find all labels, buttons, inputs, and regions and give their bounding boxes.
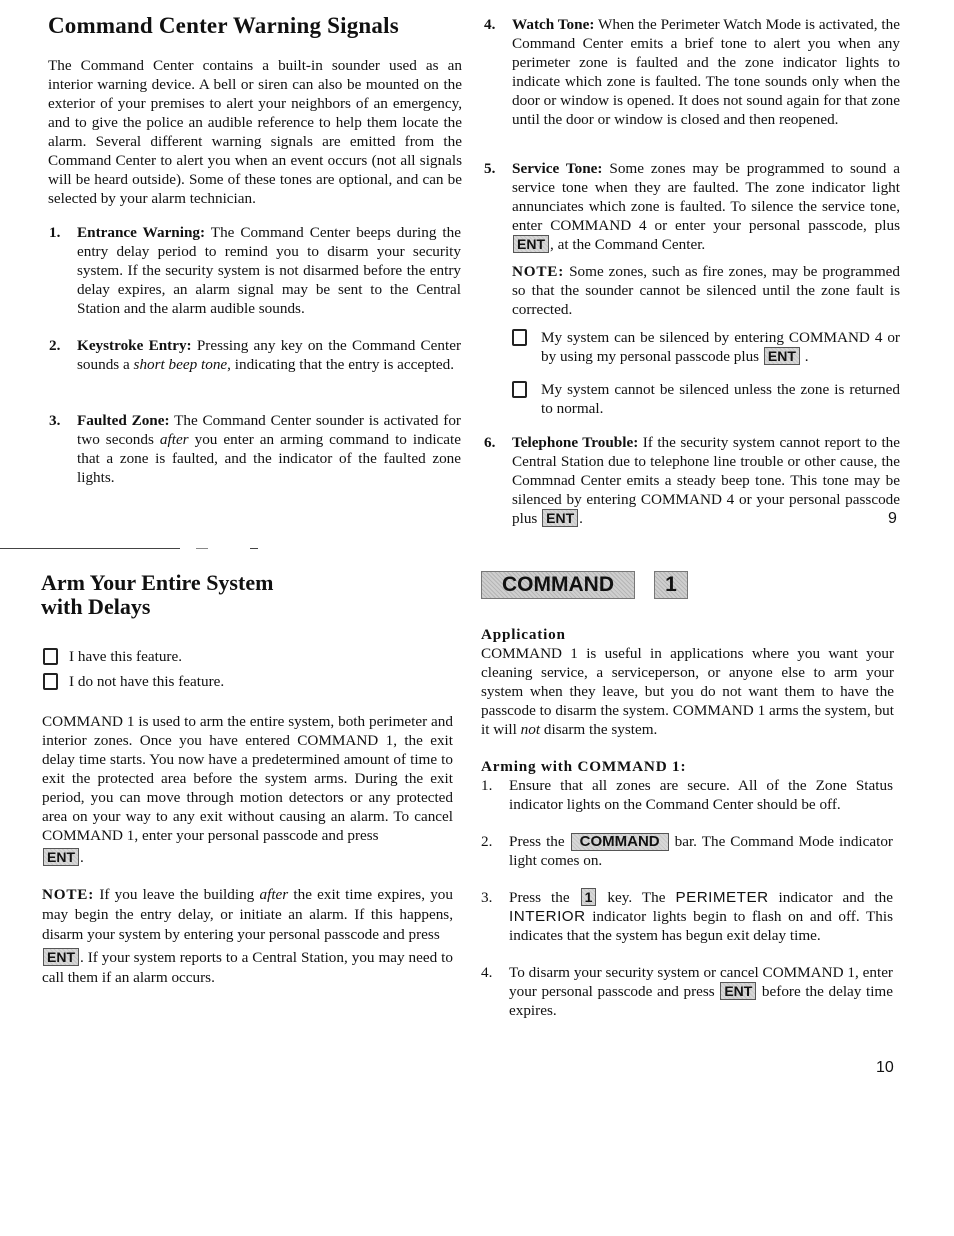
check-text: My system can be silenced by entering COMMAND 4 or by using my personal passcode plus [541, 329, 900, 365]
page-divider [0, 548, 180, 549]
ent-key: ENT [43, 948, 79, 966]
checkbox[interactable] [512, 329, 527, 346]
item-label: Watch Tone: [512, 16, 595, 33]
item-label: Entrance Warning: [77, 224, 206, 241]
check-text: My system cannot be silenced unless the zone is returned to normal. [541, 381, 900, 417]
description-end: . [80, 849, 84, 866]
application-text-end: disarm the system. [540, 721, 658, 738]
step-text-b: key. The [597, 889, 676, 906]
note-text-mid: the exit time expires, you may begin the entry delay, or initiate an alarm. If this happens, disarm your system by entering your personal passcode and press [42, 886, 453, 943]
warning-signals-title: Command Center Warning Signals [48, 13, 399, 38]
application-heading: Application [481, 626, 566, 643]
checkbox[interactable] [43, 648, 58, 665]
step-text-end: before the delay time expires. [509, 983, 893, 1019]
check-text: I do not have this feature. [69, 673, 225, 690]
item-text-end: . [579, 510, 583, 527]
note-text: If you leave the building [94, 886, 260, 903]
divider-mark [196, 548, 208, 549]
warning-intro: The Command Center contains a built-in sounder used as an interior warning device. A bell or siren can also be mounted on the exterior of your premises to alert your neighbors of an emergency, and to give the police an audible reference to help them locate the alarm. Several different warning signals are emitted from the Command Center to alert you when an event occurs (not all signals will be heard outside). Some of these tones are optional, and can be selected by your alarm technician. [48, 57, 462, 207]
checkbox[interactable] [43, 673, 58, 690]
step-text-d: indicator lights begin to flash on and off. This indicates that the system has begun exit delay time. [509, 908, 893, 944]
list-item-watch-tone [484, 15, 900, 129]
title-line-1: Arm Your Entire System [41, 570, 274, 595]
step-text-c: indicator and the [768, 889, 893, 906]
list-item-entrance-warning [49, 223, 461, 318]
list-item-service-tone [484, 159, 900, 254]
command-number-banner: 1 [654, 571, 688, 599]
note-text-end: . If your system reports to a Central Station, you may need to call them if an alarm occurs. [42, 949, 453, 986]
exit-note [42, 885, 453, 988]
arming-step-1 [481, 776, 893, 814]
step-text: Ensure that all zones are secure. All of the Zone Status indicator lights on the Command Center should be off. [509, 777, 893, 813]
application-text: COMMAND 1 is useful in applications where you want your cleaning service, a serviceperson, or anyone else to arm your system when they leave, but you do not want them to have the passcode to disarm the system. COMMAND 1 arms the system, but it will [481, 645, 894, 738]
item-number: 4. [484, 16, 496, 33]
perimeter-indicator-label: PERIMETER [675, 889, 769, 906]
item-number: 1. [49, 224, 61, 241]
arming-step-4 [481, 963, 893, 1020]
description-text: COMMAND 1 is used to arm the entire system, both perimeter and interior zones. Once you have entered COMMAND 1, the exit delay time starts. You now have a predetermined amount of time to exit the protected area before the system arms. During the exit period, you can move through motion detectors or any protected area on your way to any exit without causing an alarm. To cancel COMMAND 1, enter your personal passcode and press [42, 713, 453, 844]
command1-description [42, 712, 453, 867]
ent-key: ENT [513, 235, 549, 253]
item-text: The Command Center beeps during the entry delay period to remind you to disarm your security system. If the security system is not disarmed before the entry delay expires, an alarm signal may be sent to the Central Station and the alarm audible sounds. [77, 224, 461, 317]
item-text-end: , indicating that the entry is accepted. [227, 356, 455, 373]
application-italic: not [520, 721, 541, 738]
note-label: NOTE: [42, 886, 95, 903]
checkbox[interactable] [512, 381, 527, 398]
list-item-keystroke-entry [49, 336, 462, 374]
interior-indicator-label: INTERIOR [509, 908, 586, 925]
page-number-9: 9 [888, 510, 897, 527]
check-text-end: . [800, 348, 809, 365]
step-number: 2. [481, 833, 493, 850]
item-italic: short beep tone [133, 356, 228, 373]
item-text: Pressing any key on the Command Center sounds a [77, 337, 462, 373]
step-number: 1. [481, 777, 493, 794]
item-number: 5. [484, 160, 496, 177]
ent-key: ENT [542, 509, 578, 527]
arm-system-title [41, 571, 273, 619]
ent-key: ENT [720, 982, 756, 1000]
note-label: NOTE: [512, 263, 565, 280]
list-item-faulted-zone [49, 411, 461, 487]
step-text-end: bar. The Command Mode indicator light comes on. [509, 833, 893, 869]
title-line-2: with Delays [41, 594, 151, 619]
command-key: COMMAND [571, 833, 669, 851]
page-number-10: 10 [876, 1059, 894, 1076]
item-number: 2. [49, 337, 61, 354]
note-italic: after [259, 886, 289, 903]
arming-step-3 [481, 888, 893, 945]
item-label: Keystroke Entry: [77, 337, 192, 354]
check-text: I have this feature. [69, 648, 183, 665]
step-number: 3. [481, 889, 493, 906]
service-note [512, 262, 900, 319]
item-text: The Command Center sounder is activated for two seconds [77, 412, 461, 448]
checkbox-row-cannot-silence [512, 380, 900, 418]
item-number: 6. [484, 434, 496, 451]
checkbox-row-have-feature [43, 647, 343, 666]
item-label: Service Tone: [512, 160, 603, 177]
step-text: Press the [509, 889, 580, 906]
item-label: Telephone Trouble: [512, 434, 639, 451]
step-text: Press the [509, 833, 570, 850]
command-banner: COMMAND [481, 571, 635, 599]
item-number: 3. [49, 412, 61, 429]
item-text: If the security system cannot report to the Central Station due to telephone line trouble or other cause, the Commnad Center emits a steady beep tone. This tone may be silenced by entering COMMAND 4 or your personal passcode plus [512, 434, 900, 527]
item-text: When the Perimeter Watch Mode is activated, the Command Center emits a brief tone to alert you when any perimeter zone is faulted and the zone indicator lights to indicate which zone is faulted. The tone sounds only when the door or window is opened. It does not sound again for that zone until the door or window is closed and then reopened. [512, 16, 900, 128]
application-section [481, 625, 894, 739]
item-text-end: , at the Command Center. [550, 236, 706, 253]
checkbox-row-can-silence [512, 328, 900, 366]
list-item-telephone-trouble [484, 433, 900, 528]
one-key: 1 [581, 888, 597, 906]
arming-heading: Arming with COMMAND 1: [481, 758, 687, 775]
ent-key: ENT [43, 848, 79, 866]
divider-mark [250, 548, 258, 549]
item-label: Faulted Zone: [77, 412, 170, 429]
arming-step-2 [481, 832, 893, 870]
item-text-end: you enter an arming command to indicate that a zone is faulted, and the indicator of the faulted zone lights. [77, 431, 461, 486]
item-italic: after [159, 431, 189, 448]
ent-key: ENT [764, 347, 800, 365]
step-text: To disarm your security system or cancel COMMAND 1, enter your personal passcode and press [509, 964, 893, 1000]
checkbox-row-not-have-feature [43, 672, 343, 691]
step-number: 4. [481, 964, 493, 981]
note-text: Some zones, such as fire zones, may be programmed so that the sounder cannot be silenced until the zone fault is corrected. [512, 263, 900, 318]
item-text: Some zones may be programmed to sound a service tone when they are faulted. The zone indicator light annunciates which zone is faulted. To silence the service tone, enter COMMAND 4 or enter your personal passcode, plus [512, 160, 900, 234]
